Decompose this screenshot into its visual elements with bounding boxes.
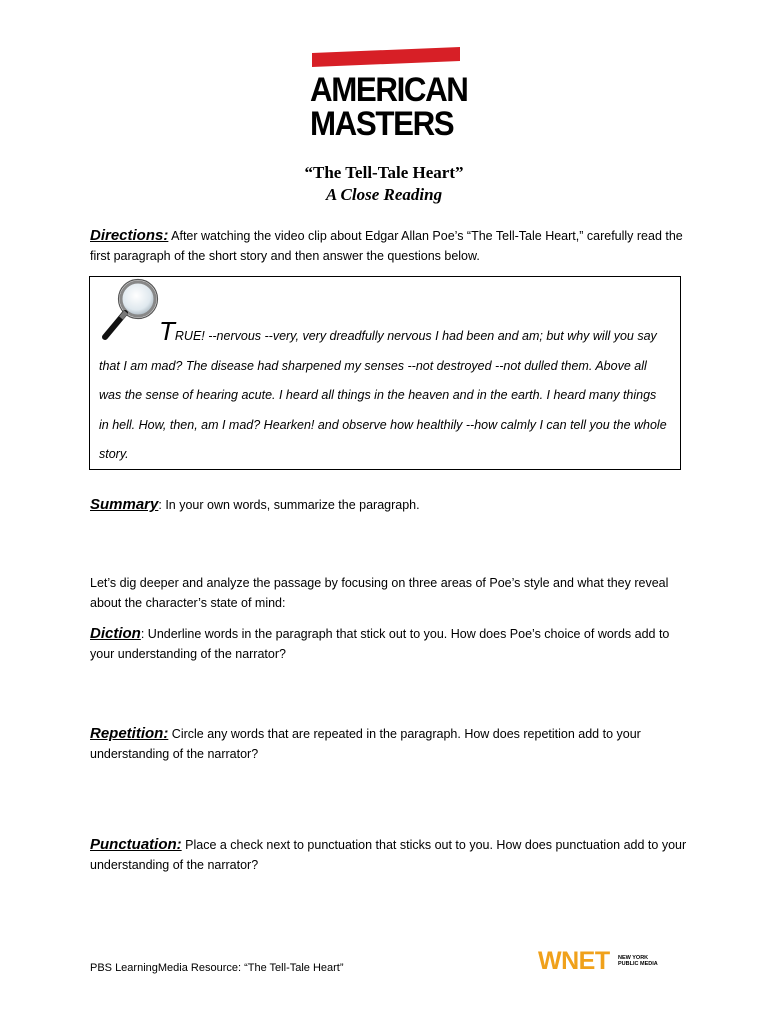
punctuation-label: Punctuation: bbox=[90, 836, 182, 853]
story-excerpt-text: RUE! --nervous --very, very dreadfully nervous I had been and am; but why will you say that I am mad? The disease had sharpened my senses --not destroyed --not dulled them. Above all was the sense of hearing acute. I heard all things in the heaven and in the earth. I heard many things in hell. How, then, am I mad? Hearken! and observe how healthily --how calmly I can tell you the whole story. bbox=[99, 329, 667, 461]
punctuation-paragraph bbox=[90, 835, 690, 875]
drop-cap-letter: T bbox=[159, 316, 175, 346]
wnet-subtitle: NEW YORK PUBLIC MEDIA bbox=[618, 955, 658, 967]
logo-line-2: MASTERS bbox=[310, 105, 454, 143]
summary-label: Summary bbox=[90, 496, 159, 513]
repetition-paragraph bbox=[90, 724, 690, 764]
summary-text: : In your own words, summarize the paragraph. bbox=[158, 498, 420, 512]
diction-paragraph bbox=[90, 624, 690, 664]
punctuation-text: Place a check next to punctuation that sticks out to you. How does punctuation add to your understanding of the narrator? bbox=[90, 838, 687, 872]
footer-resource-note: PBS LearningMedia Resource: “The Tell-Tale Heart” bbox=[90, 962, 344, 974]
analysis-intro: Let’s dig deeper and analyze the passage by focusing on three areas of Poe’s style and what they reveal about the character’s state of mind: bbox=[90, 576, 669, 610]
diction-label: Diction bbox=[90, 625, 141, 642]
directions-paragraph bbox=[90, 226, 690, 266]
repetition-label: Repetition: bbox=[90, 725, 169, 742]
diction-text: : Underline words in the paragraph that stick out to you. How does Poe’s choice of words add to your understanding of the narrator? bbox=[90, 627, 670, 661]
repetition-text: Circle any words that are repeated in the paragraph. How does repetition add to your understanding of the narrator? bbox=[90, 727, 641, 761]
american-masters-logo bbox=[310, 47, 468, 143]
wnet-wordmark: WNET bbox=[538, 947, 610, 975]
directions-text: After watching the video clip about Edgar Allan Poe’s “The Tell-Tale Heart,” carefully read the first paragraph of the short story and then answer the questions below. bbox=[90, 229, 683, 263]
summary-paragraph bbox=[90, 495, 690, 515]
logo-red-bar bbox=[312, 47, 460, 67]
directions-label: Directions: bbox=[90, 227, 169, 244]
document-title: “The Tell-Tale Heart” bbox=[304, 163, 464, 182]
story-excerpt bbox=[99, 317, 669, 470]
logo-line-1: AMERICAN bbox=[310, 71, 468, 109]
document-subtitle: A Close Reading bbox=[325, 185, 443, 204]
